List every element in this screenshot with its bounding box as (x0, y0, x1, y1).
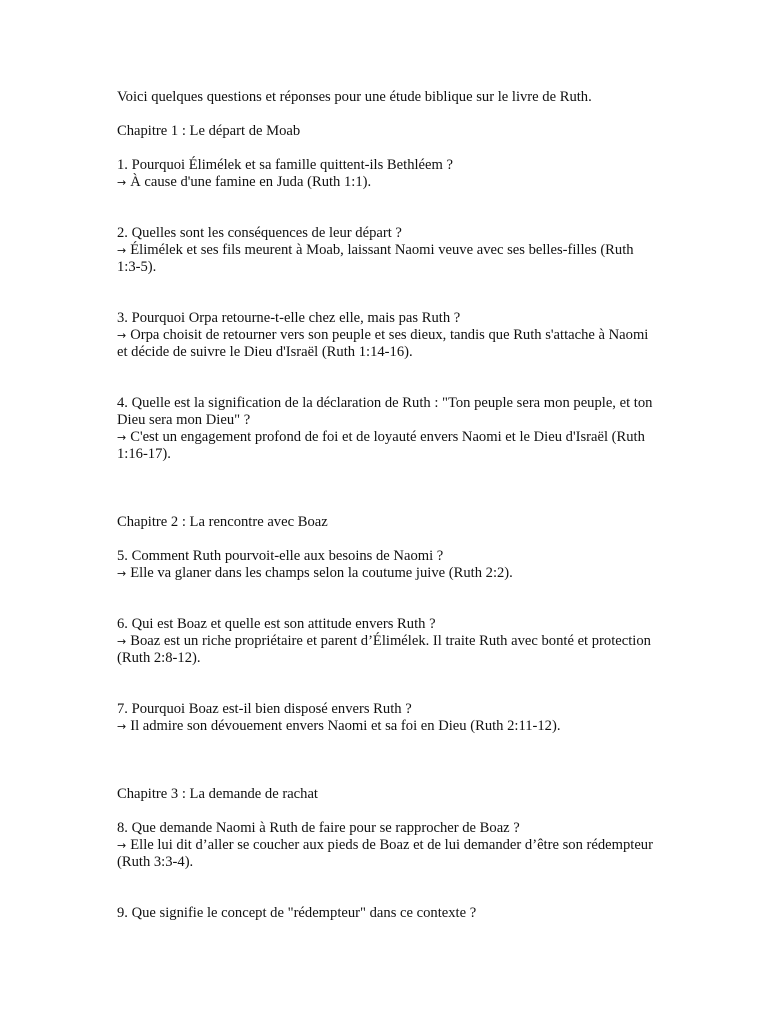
arrow-right-icon: → (117, 431, 127, 444)
question-text: 8. Que demande Naomi à Ruth de faire pour se rapprocher de Boaz ? (117, 820, 520, 836)
qa-item-8 (117, 820, 657, 871)
chapter-heading: Chapitre 2 : La rencontre avec Boaz (117, 514, 328, 530)
question-text: 7. Pourquoi Boaz est-il bien disposé envers Ruth ? (117, 701, 412, 717)
qa-item-2 (117, 225, 657, 276)
answer-text (117, 429, 657, 463)
answer-body: Orpa choisit de retourner vers son peuple et ses dieux, tandis que Ruth s'attache à Naomi et décide de suivre le Dieu d'Israël (Ruth 1:14-16). (117, 327, 649, 360)
chapter-2-section (117, 514, 657, 735)
answer-body: À cause d'une famine en Juda (Ruth 1:1). (130, 174, 372, 190)
answer-text (117, 718, 657, 735)
intro-text: Voici quelques questions et réponses pour une étude biblique sur le livre de Ruth. (117, 89, 592, 105)
document-page (117, 89, 657, 956)
chapter-1-section (117, 123, 657, 463)
answer-text (117, 633, 657, 667)
question-text: 3. Pourquoi Orpa retourne-t-elle chez elle, mais pas Ruth ? (117, 310, 461, 326)
qa-item-4 (117, 395, 657, 463)
answer-text (117, 565, 657, 582)
answer-text (117, 837, 657, 871)
qa-item-7 (117, 701, 657, 735)
arrow-right-icon: → (117, 176, 127, 189)
arrow-right-icon: → (117, 329, 127, 342)
question-text: 6. Qui est Boaz et quelle est son attitude envers Ruth ? (117, 616, 436, 632)
answer-body: Élimélek et ses fils meurent à Moab, laissant Naomi veuve avec ses belles-filles (Ruth 1:3-5). (117, 242, 634, 275)
arrow-right-icon: → (117, 567, 127, 580)
qa-item-5 (117, 548, 657, 582)
answer-text (117, 174, 657, 191)
arrow-right-icon: → (117, 635, 127, 648)
arrow-right-icon: → (117, 720, 127, 733)
answer-body: C'est un engagement profond de foi et de loyauté envers Naomi et le Dieu d'Israël (Ruth 1:16-17). (117, 429, 645, 462)
question-text: 4. Quelle est la signification de la déclaration de Ruth : "Ton peuple sera mon peuple, et ton Dieu sera mon Dieu" ? (117, 395, 653, 428)
answer-text (117, 242, 657, 276)
answer-body: Il admire son dévouement envers Naomi et sa foi en Dieu (Ruth 2:11-12). (130, 718, 561, 734)
question-text: 5. Comment Ruth pourvoit-elle aux besoins de Naomi ? (117, 548, 444, 564)
answer-body: Elle lui dit d’aller se coucher aux pieds de Boaz et de lui demander d’être son rédempteur (Ruth 3:3-4). (117, 837, 653, 870)
qa-item-9 (117, 905, 657, 922)
question-text: 1. Pourquoi Élimélek et sa famille quittent-ils Bethléem ? (117, 157, 453, 173)
question-text: 9. Que signifie le concept de "rédempteur" dans ce contexte ? (117, 905, 477, 921)
chapter-heading: Chapitre 3 : La demande de rachat (117, 786, 318, 802)
answer-text (117, 327, 657, 361)
arrow-right-icon: → (117, 244, 127, 257)
qa-item-3 (117, 310, 657, 361)
arrow-right-icon: → (117, 839, 127, 852)
qa-item-1 (117, 157, 657, 191)
chapter-heading: Chapitre 1 : Le départ de Moab (117, 123, 301, 139)
answer-body: Boaz est un riche propriétaire et parent d’Élimélek. Il traite Ruth avec bonté et protection (Ruth 2:8-12). (117, 633, 651, 666)
question-text: 2. Quelles sont les conséquences de leur départ ? (117, 225, 402, 241)
chapter-3-section (117, 786, 657, 922)
qa-item-6 (117, 616, 657, 667)
answer-body: Elle va glaner dans les champs selon la coutume juive (Ruth 2:2). (130, 565, 513, 581)
